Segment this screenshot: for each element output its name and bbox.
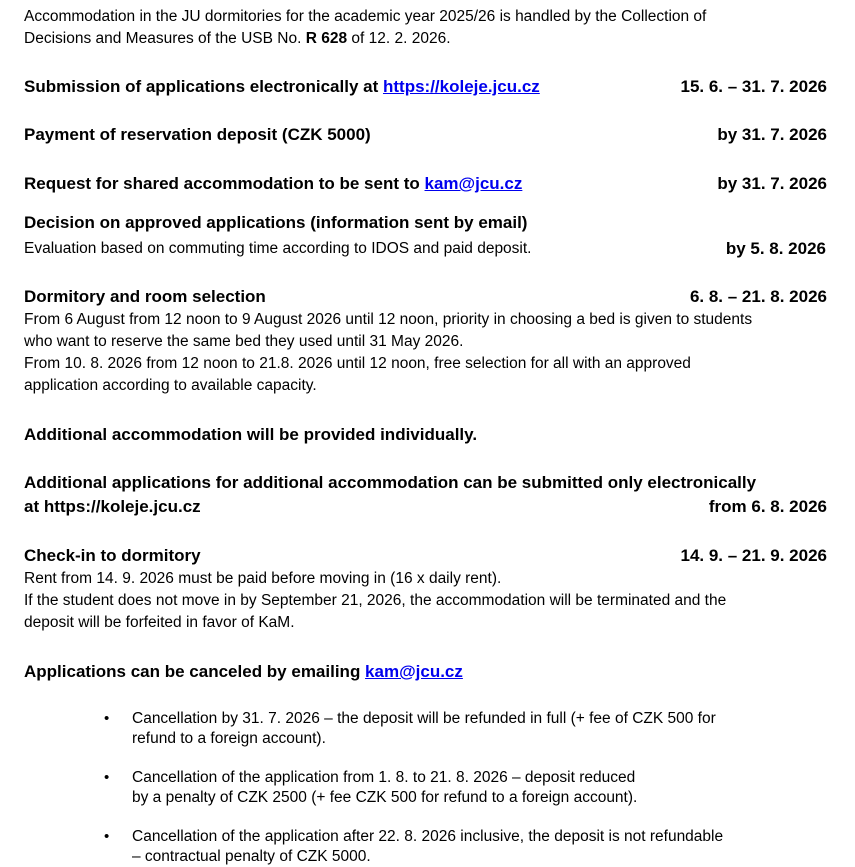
intro-line-2 xyxy=(24,30,451,48)
cancel-heading xyxy=(24,662,463,682)
selection-line-3: From 10. 8. 2026 from 12 noon to 21.8. 2026 until 12 noon, free selection for all with an approved xyxy=(24,355,691,372)
bullet-icon: • xyxy=(104,710,110,727)
intro-prefix: Decisions and Measures of the USB No. xyxy=(24,30,306,47)
checkin-heading: Check-in to dormitory xyxy=(24,546,201,565)
bullet-1-line-2: refund to a foreign account). xyxy=(132,730,326,747)
decision-date: by 5. 8. 2026 xyxy=(725,239,826,258)
checkin-line-3: deposit will be forfeited in favor of KaM. xyxy=(24,614,295,631)
decision-detail: Evaluation based on commuting time according to IDOS and paid deposit. xyxy=(24,240,532,257)
additional-apps-line-2: at https://koleje.jcu.cz xyxy=(24,497,201,516)
bullet-3-line-1: Cancellation of the application after 22. 8. 2026 inclusive, the deposit is not refundable xyxy=(132,828,724,845)
submission-label: Submission of applications electronically at xyxy=(24,77,383,96)
payment-date: by 31. 7. 2026 xyxy=(717,125,827,144)
additional-heading: Additional accommodation will be provided individually. xyxy=(24,425,478,444)
intro-line-1: Accommodation in the JU dormitories for the academic year 2025/26 is handled by the Collection of xyxy=(24,8,707,25)
selection-line-1: From 6 August from 12 noon to 9 August 2026 until 12 noon, priority in choosing a bed is given to students xyxy=(24,311,753,328)
koleje-link[interactable]: https://koleje.jcu.cz xyxy=(382,77,540,96)
selection-date: 6. 8. – 21. 8. 2026 xyxy=(689,287,827,306)
checkin-line-1: Rent from 14. 9. 2026 must be paid before moving in (16 x daily rent). xyxy=(24,570,502,587)
bullet-2-line-2: by a penalty of CZK 2500 (+ fee CZK 500 for refund to a foreign account). xyxy=(132,789,638,806)
selection-heading: Dormitory and room selection xyxy=(24,287,266,306)
cancel-label: Applications can be canceled by emailing xyxy=(24,662,366,681)
intro-suffix: of 12. 2. 2026. xyxy=(347,30,451,47)
email-link-shared[interactable]: kam@jcu.cz xyxy=(424,174,523,193)
checkin-line-2: If the student does not move in by September 21, 2026, the accommodation will be terminated and the xyxy=(24,592,727,609)
shared-heading xyxy=(24,174,522,194)
shared-label: Request for shared accommodation to be sent to xyxy=(24,174,425,193)
bullet-3-line-2: – contractual penalty of CZK 5000. xyxy=(132,848,371,865)
additional-apps-date: from 6. 8. 2026 xyxy=(708,497,827,516)
email-link-cancel[interactable]: kam@jcu.cz xyxy=(365,662,463,681)
additional-apps-line-1: Additional applications for additional accommodation can be submitted only electronically xyxy=(24,473,757,492)
shared-date: by 31. 7. 2026 xyxy=(717,174,827,193)
bullet-1-line-1: Cancellation by 31. 7. 2026 – the deposit will be refunded in full (+ fee of CZK 500 for xyxy=(132,710,716,727)
checkin-date: 14. 9. – 21. 9. 2026 xyxy=(680,546,827,565)
decision-number: R 628 xyxy=(305,30,348,47)
submission-heading xyxy=(24,77,540,97)
payment-heading: Payment of reservation deposit (CZK 5000) xyxy=(24,125,371,144)
bullet-icon: • xyxy=(104,828,110,845)
selection-line-4: application according to available capacity. xyxy=(24,377,317,394)
submission-date: 15. 6. – 31. 7. 2026 xyxy=(680,77,827,96)
bullet-2-line-1: Cancellation of the application from 1. 8. to 21. 8. 2026 – deposit reduced xyxy=(132,769,636,786)
bullet-icon: • xyxy=(104,769,110,786)
selection-line-2: who want to reserve the same bed they used until 31 May 2026. xyxy=(24,333,464,350)
decision-heading: Decision on approved applications (information sent by email) xyxy=(24,213,528,232)
